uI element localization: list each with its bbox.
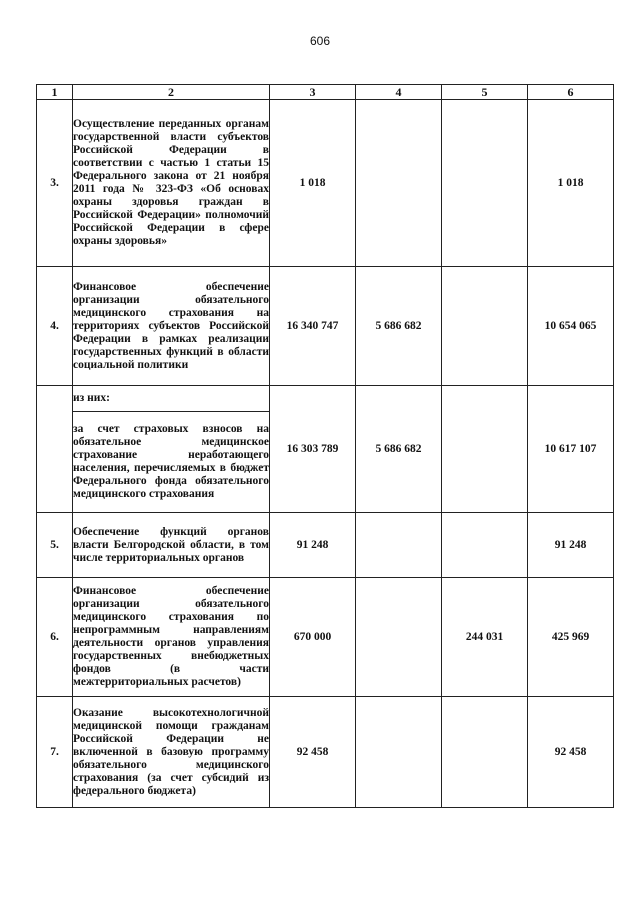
row-name: Финансовое обеспечение организации обязательного медицинского страхования на территориях субъектов Российской Федерации в рамках реализации государственных функций в области социальной политики <box>73 267 270 386</box>
cell-col3: 16 303 789 <box>270 386 356 513</box>
row-number: 5. <box>37 513 73 578</box>
row-name: Осуществление переданных органам государственной власти субъектов Российской Федерации в соответствии с частью 1 статьи 15 Федерального закона от 21 ноября 2011 года № 323-ФЗ «Об основах охраны здоровья граждан в Российской Федерации» полномочий Российской Федерации в сфере охраны здоровья» <box>73 100 270 267</box>
cell-col6: 92 458 <box>528 697 614 808</box>
cell-col5 <box>442 513 528 578</box>
cell-col4: 5 686 682 <box>356 267 442 386</box>
table-row <box>37 267 614 386</box>
cell-col4 <box>356 578 442 697</box>
column-header: 1 <box>37 85 73 100</box>
cell-col5 <box>442 267 528 386</box>
cell-col6: 10 654 065 <box>528 267 614 386</box>
row-number: 6. <box>37 578 73 697</box>
cell-col3: 1 018 <box>270 100 356 267</box>
table-row <box>37 697 614 808</box>
cell-col3: 16 340 747 <box>270 267 356 386</box>
cell-col3: 670 000 <box>270 578 356 697</box>
row-number: 4. <box>37 267 73 386</box>
cell-col3: 92 458 <box>270 697 356 808</box>
table-row <box>37 513 614 578</box>
table-row <box>37 578 614 697</box>
row-number: 3. <box>37 100 73 267</box>
row-number: 7. <box>37 697 73 808</box>
cell-col6: 1 018 <box>528 100 614 267</box>
column-header: 3 <box>270 85 356 100</box>
row-name: Финансовое обеспечение организации обязательного медицинского страхования по непрограммным направлениям деятельности органов управления государственных внебюджетных фондов (в части межтерриториальных расчетов) <box>73 578 270 697</box>
row-name: Оказание высокотехнологичной медицинской помощи гражданам Российской Федерации не включенной в базовую программу обязательного медицинского страхования (за счет субсидий из федерального бюджета) <box>73 697 270 808</box>
row-name: из них: <box>73 386 270 412</box>
cell-col4: 5 686 682 <box>356 386 442 513</box>
cell-col6: 10 617 107 <box>528 386 614 513</box>
budget-table <box>36 84 614 808</box>
cell-col6: 425 969 <box>528 578 614 697</box>
table-row <box>37 100 614 267</box>
column-header: 6 <box>528 85 614 100</box>
row-number <box>37 386 73 513</box>
page-number: 606 <box>309 34 331 48</box>
cell-col5 <box>442 100 528 267</box>
cell-col5: 244 031 <box>442 578 528 697</box>
cell-col5 <box>442 697 528 808</box>
cell-col4 <box>356 697 442 808</box>
table-row <box>37 386 614 412</box>
column-header: 2 <box>73 85 270 100</box>
column-header: 4 <box>356 85 442 100</box>
header-row <box>37 85 614 100</box>
cell-col6: 91 248 <box>528 513 614 578</box>
row-name: Обеспечение функций органов власти Белгородской области, в том числе территориальных органов <box>73 513 270 578</box>
cell-col4 <box>356 100 442 267</box>
column-header: 5 <box>442 85 528 100</box>
cell-col3: 91 248 <box>270 513 356 578</box>
cell-col5 <box>442 386 528 513</box>
cell-col4 <box>356 513 442 578</box>
row-name: за счет страховых взносов на обязательное медицинское страхование неработающего населения, перечисляемых в бюджет Федерального фонда обязательного медицинского страхования <box>73 412 270 513</box>
